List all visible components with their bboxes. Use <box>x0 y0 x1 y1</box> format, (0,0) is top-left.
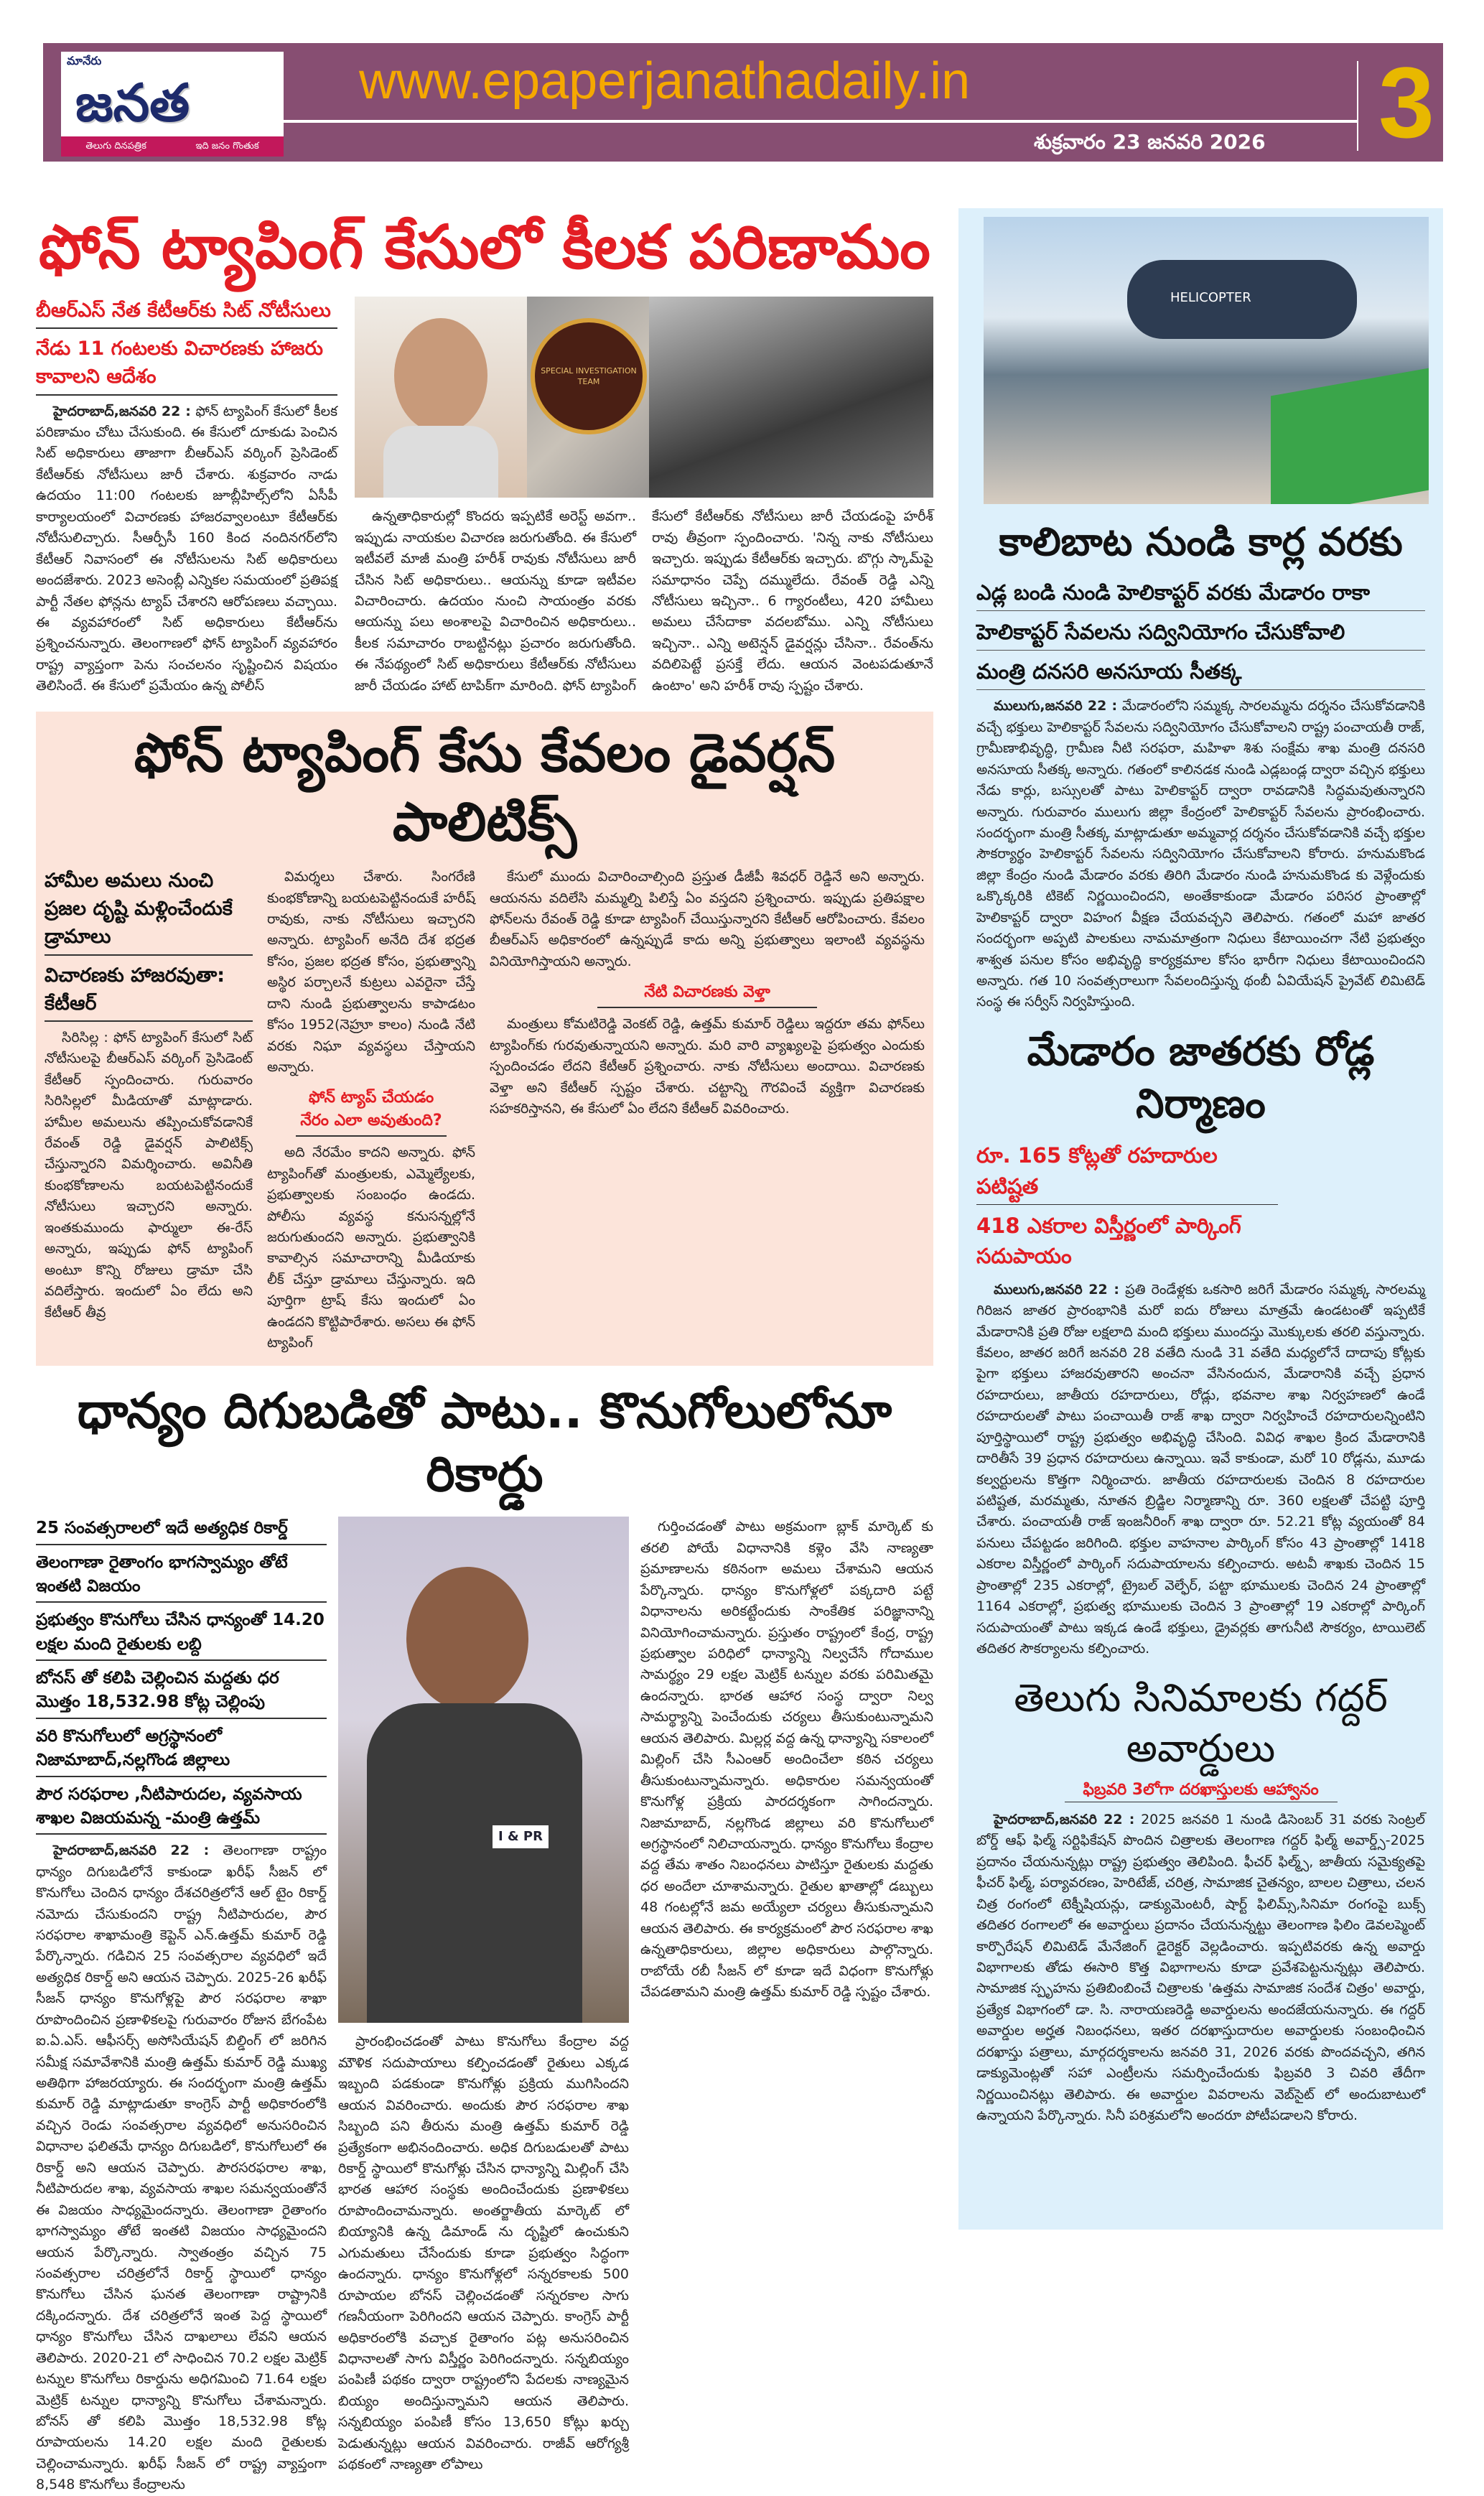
story6-body <box>976 1810 1425 2127</box>
sit-emblem <box>531 318 647 434</box>
dateline: హైదరాబాద్,జనవరి 22 : <box>53 1843 210 1859</box>
story5 <box>976 1026 1425 1660</box>
story3-subhead: పౌర సరఫరాల ,నీటిపారుదల, వ్యవసాయ శాఖల విజయమన్న -మంత్రి ఉత్తమ్ <box>36 1783 327 1835</box>
story5-subhead: రూ. 165 కోట్లతో రహదారుల పటిష్టత <box>976 1140 1278 1204</box>
story3-subhead: తెలంగాణా రైతాంగం భాగస్వామ్యం తోటే ఇంతటి విజయం <box>36 1551 327 1603</box>
story3-left <box>36 1517 327 2495</box>
story3-mid-col <box>338 1517 629 2475</box>
story2-lead-text: సిరిసిల్ల : ఫోన్ ట్యాపింగ్ కేసులో సిట్ నోటీసులపై బీఆర్ఎస్ వర్కింగ్ ప్రెసిడెంట్ కేటీఆర్ స్పందించారు. గురువారం సిరిసిల్లలో మీడియాతో మాట్లాడారు. హామీల అమలును తప్పించుకోవడానికే రేవంత్ రెడ్డి డైవర్షన్ పాలిటిక్స్ చేస్తున్నారని విమర్శించారు. అవినీతి కుంభకోణాలను బయటపెట్టినందుకే నోటీసులు ఇచ్చారని అన్నారు. ఇంతకుముందు ఫార్ములా ఈ-రేస్ అన్నారు, ఇప్పుడు ఫోన్ ట్యాపింగ్ అంటూ కొన్ని రోజులు డ్రామా చేసి వదిలేస్తారు. ఇందులో ఏం లేదు అని కేటీఆర్ తీవ్ర <box>45 1029 253 1321</box>
story5-body <box>976 1280 1425 1660</box>
story5-headline[interactable]: మేడారం జాతరకు రోడ్ల నిర్మాణం <box>1027 1028 1375 1127</box>
left-main-column <box>36 208 933 2496</box>
story5-body-text: ప్రతి రెండేళ్లకు ఒకసారి జరిగే మేడారం సమ్మక్క సారలమ్మ గిరిజన జాతర ప్రారంభానికి మరో ఐదు రోజులు మాత్రమే ఉండటంతో ఇప్పటికే మేడారానికి ప్రతి రోజు లక్షలాది మంది భక్తులు ముందస్తు మొక్కులకు తరలి వస్తున్నారు. కేవలం, జాతర జరిగే జనవరి 28 వతేది నుండి 31 వతేది మధ్యలోనే దాదాపు కోట్లకు పైగా భక్తులు హాజరవుతారని అంచనా వేసినందున, మేడారానికి వచ్చే ప్రధాన రహదారులు, జాతీయ రహదారులు, రోడ్లు, భవనాల శాఖ నిర్వహణలో ఉండే రహదారులతో పాటు పంచాయితీ రాజ్ శాఖ ద్వారా నిర్వహించే రహదారులన్నింటిని పూర్తిస్థాయిలో రాష్ట్ర ప్రభుత్వం అభివృద్ధి చేసింది. వివిధ శాఖల క్రింద మేడారానికి దారితీసే 39 ప్రధాన రహదారులు ఉన్నాయి. ఇవే కాకుండా, మరో 10 రోడ్లను, మూడు కల్వర్టులను కొత్తగా నిర్మించారు. జాతీయ రహదారులకు చెందిన 8 రహదారుల పటిష్టత, మరమ్మతు, నూతన బ్రిడ్జిల నిర్మాణాన్ని రూ. 360 లక్షలతో చేపట్టి పూర్తి చేశారు. పంచాయతీ రాజ్ ఇంజనీరింగ్ శాఖ ద్వారా రూ. 52.21 కోట్ల వ్యయంతో 84 పనులు చేపట్టడం జరిగింది. భక్తుల వాహనాల పార్కింగ్ కోసం 43 ప్రాంతాల్లో 1418 ఎకరాల విస్తీర్ణంలో పార్కింగ్ సదుపాయాలను కల్పించారు. అటవీ శాఖకు చెందిన 15 ప్రాంతాల్లో 235 ఎకరాల్లో, ట్రైబల్ వెల్ఫేర్, పట్టా భూములకు చెందిన 24 ప్రాంతాల్లో 1164 ఎకరాల్లో, ప్రభుత్వ భూములకు చెందిన 3 ప్రాంతాల్లో 19 ఎకరాల్లో పార్కింగ్ సదుపాయంతో పాటు ఇక్కడ ఉండే భక్తులు, డ్రైవర్లకు తాగునీటి సౌకర్యం, టాయిలెట్ తదితర సౌకర్యాలను కల్పించారు. <box>976 1281 1425 1657</box>
helicopter-photo <box>984 217 1429 504</box>
issue-date: శుక్రవారం 23 జనవరి 2026 <box>1034 130 1266 154</box>
story3-text: గుర్తించడంతో పాటు అక్రమంగా బ్లాక్ మార్కెట్ కు తరలి పోయే విధానానికి కళ్లెం వేసి నాణ్యతా ప్రమాణాలను కఠినంగా అమలు చేశామని ఆయన పేర్కొన్నారు. ధాన్యం కొనుగోళ్లలో పక్కదారి పట్టే విధానాలను అరికట్టేందుకు సాంకేతిక పరిజ్ఞానాన్ని వినియోగించామన్నారు. ప్రస్తుతం రాష్ట్రంలో కేంద్ర, రాష్ట్ర ప్రభుత్వాల పరిధిలో ధాన్యాన్ని నిల్వచేసే గోదాముల సామర్థ్యం 29 లక్షల మెట్రిక్ టన్నుల వరకు పరిమితమై ఉందన్నారు. భారత ఆహార సంస్థ ద్వారా నిల్వ సామర్థ్యాన్ని పెంచేందుకు చర్యలు తీసుకుంటున్నామని ఆయన తెలిపారు. మిల్లర్ల వద్ద ఉన్న ధాన్యాన్ని సకాలంలో మిల్లింగ్ చేసి సీఎంఆర్ అందించేలా కఠిన చర్యలు తీసుకుంటున్నామన్నారు. అధికారుల సమన్వయంతో కొనుగోళ్ల ప్రక్రియ పారదర్శకంగా సాగిందన్నారు. నిజామాబాద్, నల్లగొండ జిల్లాలు వరి కొనుగోలులో అగ్రస్థానంలో నిలిచాయన్నారు. ధాన్యం కొనుగోలు కేంద్రాల వద్ద తేమ శాతం నిబంధనలు పాటిస్తూ రైతులకు మద్దతు ధర అందేలా చూశామన్నారు. రైతుల ఖాతాల్లో డబ్బులు 48 గంటల్లోనే జమ అయ్యేలా చర్యలు తీసుకున్నామని ఆయన తెలిపారు. ఈ కార్యక్రమంలో పౌర సరఫరాల శాఖ ఉన్నతాధికారులు, జిల్లాల అధికారులు పాల్గొన్నారు. రాబోయే రబీ సీజన్ లో కూడా ఇదే విధంగా కొనుగోళ్లు చేపడతామని మంత్రి ఉత్తమ్ కుమార్ రెడ్డి స్పష్టం చేశారు. <box>640 1519 933 2001</box>
green-flag <box>1271 368 1429 504</box>
story4-body <box>976 696 1425 1013</box>
helicopter-label: HELICOPTER <box>1170 290 1251 305</box>
story2-inner-heading: ఫోన్ ట్యాప్ చేయడం నేరం ఎలా అవుతుంది? <box>296 1084 447 1137</box>
story5-subhead: 418 ఎకరాల విస్తీర్ణంలో పార్కింగ్ సదుపాయం <box>976 1213 1241 1268</box>
story3-right <box>640 1517 933 2003</box>
newspaper-logo[interactable] <box>61 52 284 157</box>
story3-headline[interactable]: ధాన్యం దిగుబడితో పాటు.. కొనుగోలులోనూ రికార్డు <box>77 1382 892 1504</box>
story3-text: ప్రారంభించడంతో పాటు కొనుగోలు కేంద్రాల వద్ద మౌళిక సదుపాయాలు కల్పించడంతో రైతులు ఎక్కడ ఇబ్బంది పడకుండా కొనుగోళ్లు ప్రక్రియ ముగిసిందని ఆయన వివరించారు. అందుకు పౌర సరఫరాల శాఖ సిబ్బంది పని తీరును మంత్రి ఉత్తమ్ కుమార్ రెడ్డి ప్రత్యేకంగా అభినందించారు. అధిక దిగుబడులతో పాటు రికార్డ్ స్థాయిలో కొనుగోళ్లు చేసిన ధాన్యాన్ని మిల్లింగ్ చేసి భారత ఆహార సంస్థకు అందించేందుకు ప్రణాళికలు రూపొందించామన్నారు. అంతర్జాతీయ మార్కెట్ లో బియ్యానికి ఉన్న డిమాండ్ ను దృష్టిలో ఉంచుకుని ఎగుమతులు చేసేందుకు కూడా ప్రభుత్వం సిద్ధంగా ఉందన్నారు. ధాన్యం కొనుగోళ్లలో సన్నరకాలకు 500 రూపాయల బోనస్ చెల్లించడంతో సన్నరకాల సాగు గణనీయంగా పెరిగిందని ఆయన చెప్పారు. కాంగ్రెస్ పార్టీ అధికారంలోకి వచ్చాక రైతాంగం పట్ల అనుసరించిన విధానాలతో సాగు విస్తీర్ణం పెరిగిందన్నారు. సన్నబియ్యం పంపిణీ పథకం ద్వారా రాష్ట్రంలోని పేదలకు నాణ్యమైన బియ్యం అందిస్తున్నామని ఆయన తెలిపారు. సన్నబియ్యం పంపిణీ కోసం 13,650 కోట్లు ఖర్చు పెడుతున్నట్లు ఆయన వివరించారు. రాజీవ్ ఆరోగ్యశ్రీ పథకంలో నాణ్యతా లోపాలు <box>338 2034 629 2473</box>
story2-text: విమర్శలు చేశారు. సింగరేణి కుంభకోణాన్ని బయటపెట్టినందుకే హరీష్ రావుకు, నాకు నోటీసులు ఇచ్చారని అన్నారు. ట్యాపింగ్ అనేది దేశ భద్రత కోసం, ప్రజల భద్రత కోసం, ప్రభుత్వాన్ని అస్థిర పర్చాలనే కుట్రలు ఎవరైనా చేస్తే దాని నుండి ప్రభుత్వాలను కాపాడటం కోసం 1952(నెహ్రూ కాలం) నుండి నేటి వరకు నిఘా వ్యవస్థలు చేస్తాయని అన్నారు. <box>267 869 475 1076</box>
story2-col1 <box>45 867 253 1323</box>
story2-text: కేసులో ముందు విచారించాల్సింది ప్రస్తుత డీజీపీ శివధర్ రెడ్డినే అని అన్నారు. ఆయనను వదిలేసి మమ్మల్ని పిలిస్తే ఏం వస్తదని ప్రశ్నించారు. ఇప్పుడు ప్రతిపక్షాల ఫోన్‌లను రేవంత్ రెడ్డి కూడా ట్యాపింగ్ చేయిస్తున్నారని కేటీఆర్ ఆరోపించారు. కేవలం బీఆర్ఎస్ అధికారంలో ఉన్నప్పుడే కాదు అన్ని ప్రభుత్వాలు ఇలాంటి వ్యవస్థను వినియోగిస్తాయని అన్నారు. <box>490 869 925 969</box>
story6-subhead: ఫిబ్రవరి 3లోగా దరఖాస్తులకు ఆహ్వానం <box>1065 1778 1338 1802</box>
page-number: 3 <box>1378 46 1434 159</box>
story1-subhead: బీఆర్ఎస్ నేత కేటీఆర్‌కు సిట్ నోటీసులు <box>36 297 337 329</box>
story1-subhead: నేడు 11 గంటలకు విచారణకు హాజరు కావాలని ఆదేశం <box>36 335 337 395</box>
story3-lead <box>36 1840 327 2496</box>
masthead <box>43 43 1443 162</box>
story4 <box>976 517 1425 1013</box>
logo-tag-left: తెలుగు దినపత్రిక <box>85 141 146 152</box>
story2-text: అది నేరమేం కాదని అన్నారు. ఫోన్ ట్యాపింగ్‌తో మంత్రులకు, ఎమ్మెల్యేలకు, ప్రభుత్వాలకు సంబంధం ఉండదు. పోలీసు వ్యవస్థ కనుసన్నల్లోనే జరుగుతుందని అన్నారు. ప్రభుత్వానికి కావాల్సిన సమాచారాన్ని మీడియాకు లీక్ చేస్తూ డ్రామాలు చేస్తున్నారు. ఇది పూర్తిగా ట్రాష్ కేసు ఇందులో ఏం ఉండదని కొట్టిపారేశారు. అసలు ఈ ఫోన్ ట్యాపింగ్ <box>267 1145 475 1351</box>
dateline: ములుగు,జనవరి 22 : <box>994 1281 1119 1298</box>
logo-small-text: మానేరు <box>67 54 102 67</box>
story1-photo <box>355 297 933 498</box>
story2-text: మంత్రులు కోమటిరెడ్డి వెంకట్ రెడ్డి, ఉత్తమ్ కుమార్ రెడ్డిలు ఇద్దరూ తమ ఫోన్‌లు ట్యాపింగ్‌కు గురవుతున్నాయని అన్నారు. మరి వారి వ్యాఖ్యలపై ప్రభుత్వం ఎందుకు స్పందించడం లేదని కేటీఆర్ ప్రశ్నించారు. నాకు నోటీసులు అందాయి. విచారణకు వెళ్తా అని కేటీఆర్ స్పష్టం చేశారు. చట్టాన్ని గౌరవించే వ్యక్తిగా విచారణకు సహకరిస్తానని, ఈ కేసులో ఏం లేదని కేటీఆర్ వివరించారు. <box>490 1016 925 1117</box>
story3-subhead: బోనస్ తో కలిపి చెల్లించిన మద్దతు ధర మొత్తం 18,532.98 కోట్ల చెల్లింపు <box>36 1667 327 1719</box>
story4-subhead: ఎడ్ల బండి నుండి హెలికాప్టర్ వరకు మేడారం రాకా <box>976 577 1425 611</box>
sit-emblem-text: SPECIAL INVESTIGATION TEAM <box>541 365 637 387</box>
story3-subhead: ప్రభుత్వం కొనుగోలు చేసిన ధాన్యంతో 14.20 లక్షల మంది రైతులకు లబ్ది <box>36 1608 327 1661</box>
story1-lead-text: ఫోన్ ట్యాపింగ్ కేసులో కీలక పరిణామం చోటు చేసుకుంది. ఈ కేసులో దూకుడు పెంచిన సిట్ అధికారులు తాజాగా బీఆర్ఎస్ వర్కింగ్ ప్రెసిడెంట్ కేటీఆర్‌కు నోటీసులు జారీ చేశారు. శుక్రవారం నాడు ఉదయం 11:00 గంటలకు జూబ్లీహిల్స్‌లోని ఏసీపీ కార్యాలయంలో విచారణకు హాజరవ్వాలంటూ కేటీఆర్‌కు నోటీసులిచ్చారు. సీఆర్పీసీ 160 కింద నందినగర్‌లోని కేటీఆర్ నివాసంలో ఈ నోటీసులను సిట్ అధికారులు అందజేశారు. 2023 అసెంబ్లీ ఎన్నికల సమయంలో ప్రతిపక్ష పార్టీ నేతల ఫోన్లను ట్యాప్ చేశారని ఆరోపణలు వచ్చాయి. ఈ వ్యవహారంలో సిట్ అధికారులు కేటీఆర్‌ను ప్రశ్నించనున్నారు. తెలంగాణలో ఫోన్ ట్యాపింగ్ వ్యవహారం రాష్ట్ర వ్యాప్తంగా పెను సంచలనం సృష్టించిన విషయం తెలిసిందే. ఈ కేసులో ప్రమేయం ఉన్న పోలీస్ <box>36 403 337 694</box>
story3-subhead: 25 సంవత్సరాలలో ఇదే అత్యధిక రికార్డ్ <box>36 1517 327 1545</box>
ktr-portrait <box>355 297 527 498</box>
story2-subhead: హామీల అమలు నుంచి ప్రజల దృష్టి మళ్లించేందుకే డ్రామాలు <box>45 867 253 955</box>
story2-box <box>36 712 933 1366</box>
minister-photo <box>338 1517 629 2023</box>
tapping-photo <box>649 297 933 498</box>
dateline: ములుగు,జనవరి 22 : <box>994 698 1118 714</box>
story6-headline[interactable]: తెలుగు సినిమాలకు గద్దర్ అవార్డులు <box>1014 1675 1388 1771</box>
story1-lead <box>36 401 337 697</box>
dateline: హైదరాబాద్,జనవరి 22 : <box>53 403 191 419</box>
story2-lead <box>45 1028 253 1323</box>
logo-name: జనత <box>75 73 190 133</box>
story2-col3 <box>490 867 925 1119</box>
story4-subhead: హెలికాప్టర్ సేవలను సద్వినియోగం చేసుకోవాలి <box>976 617 1425 651</box>
story2-col2 <box>267 867 475 1354</box>
story4-body-text: మేడారంలోని సమ్మక్క సారలమ్మను దర్శనం చేసుకోవడానికి వచ్చే భక్తులు హెలికాప్టర్ సేవలను సద్వినియోగం చేసుకోవాలని రాష్ట్ర పంచాయతీ రాజ్, గ్రామీణాభివృద్ధి, గ్రామీణ నీటి సరఫరా, మహిళా శిశు సంక్షేమ శాఖ మంత్రి దనసరి అనసూయ సీతక్క అన్నారు. గతంలో కాలినడక నుండి ఎడ్లబండ్ల ద్వారా వచ్చిన భక్తులు నేడు కార్లు, బస్సులతో పాటు హెలికాప్టర్ ద్వారా రావడానికి సిద్ధమవుతున్నారని అన్నారు. గురువారం ములుగు జిల్లా కేంద్రంలో హెలికాప్టర్ సేవలను ప్రారంభించారు. సందర్భంగా మంత్రి సీతక్క మాట్లాడుతూ అమ్మవార్ల దర్శనం చేసుకోవడానికి వచ్చే భక్తుల సౌకర్యార్థం హెలికాప్టర్ సేవలను సద్వినియోగం చేసుకోవాలని కోరారు. హనుమకొండ జిల్లా కేంద్రం నుండి మేడారం వరకు తిరిగి మేడారం నుండి హనుమకొండ కు వెళ్లేందుకు ఒక్కొక్కరికి టికెట్ నిర్ణయించిందని, అంతేకాకుండా మేడారం పరిసర ప్రాంతాల్లో హెలికాప్టర్ ద్వారా విహంగ వీక్షణ చేయవచ్చని తెలిపారు. గతంలో మహా జాతర సందర్భంగా అప్పటి పాలకులు నామమాత్రంగా నిధులు కేటాయించగా నేటి ప్రభుత్వం శాశ్వత పనుల కోసం అభివృద్ధి కార్యక్రమాల కోసం భారీగా నిధులు కేటాయించిందని అన్నారు. గత 10 సంవత్సరాలుగా సేవలందిస్తున్న థంబీ ఏవియేషన్ ప్రైవేట్ లిమిటెడ్ సంస్థ ఈ సర్వీస్ నిర్వహిస్తుంది. <box>976 698 1425 1010</box>
story4-subhead: మంత్రి దనసరి అనసూయ సీతక్క <box>976 656 1425 690</box>
story3-lead-text: తెలంగాణా రాష్ట్రం ధాన్యం దిగుబడిలోనే కాకుండా ఖరీఫ్ సీజన్ లో కొనుగోలు చెందిన ధాన్యం దేశచరిత్రలోనే ఆల్ టైం రికార్డ్ నమోదు చేసుకుందని రాష్ట్ర నీటిపారుదల, పౌర సరఫరాల శాఖామంత్రి కెప్టెన్ ఎన్.ఉత్తమ్ కుమార్ రెడ్డి పేర్కొన్నారు. గడిచిన 25 సంవత్సరాల వ్యవధిలో ఇదే అత్యధిక రికార్డ్ అని ఆయన చెప్పారు. 2025-26 ఖరీఫ్ సీజన్ ధాన్యం కొనుగోళ్లపై పౌర సరఫరాల శాఖా రూపొందించిన ప్రణాళికలపై గురువారం రోజున బేగంపేట ఐ.ఏ.ఎస్. ఆఫీసర్స్ అసోసియేషన్ బిల్డింగ్ లో జరిగిన సమీక్ష సమావేశానికి మంత్రి ఉత్తమ్ కుమార్ రెడ్డి ముఖ్య అతిథిగా హాజరయ్యారు. ఈ సందర్భంగా మంత్రి ఉత్తమ్ కుమార్ రెడ్డి మాట్లాడుతూ కాంగ్రెస్ పార్టీ అధికారంలోకి వచ్చిన రెండు సంవత్సరాల వ్యవధిలో అనుసరించిన విధానాల ఫలితమే ధాన్యం దిగుబడిలో, కొనుగోలులో ఈ రికార్డ్ అని ఆయన చెప్పారు. పౌరసరఫరాల శాఖ, నీటిపారుదల శాఖ, వ్యవసాయ శాఖల సమన్వయంతోనే ఈ విజయం సాధ్యమైందన్నారు. తెలంగాణా రైతాంగం భాగస్వామ్యం తోటే ఇంతటి విజయం సాధ్యమైందని ఆయన పేర్కొన్నారు. స్వాతంత్రం వచ్చిన 75 సంవత్సరాల చరిత్రలోనే రికార్డ్ స్థాయిలో ధాన్యం కొనుగోలు చేసిన ఘనత తెలంగాణా రాష్ట్రానికి దక్కిందన్నారు. దేశ చరిత్రలోనే ఇంత పెద్ద స్థాయిలో ధాన్యం కొనుగోలు చేసిన దాఖలాలు లేవని ఆయన తెలిపారు. 2020-21 లో సాధించిన 70.2 లక్షల మెట్రిక్ టన్నుల కొనుగోలు రికార్డును అధిగమించి 71.64 లక్షల మెట్రిక్ టన్నుల ధాన్యాన్ని కొనుగోలు చేశామన్నారు. బోనస్ తో కలిపి మొత్తం 18,532.98 కోట్ల రూపాయలను 14.20 లక్షల మంది రైతులకు చెల్లించామన్నారు. ఖరీఫ్ సీజన్ లో రాష్ట్ర వ్యాప్తంగా 8,548 కొనుగోలు కేంద్రాలను <box>36 1843 327 2493</box>
story2-subhead: విచారణకు హాజరవుతా: కేటీఆర్ <box>45 961 253 1022</box>
logo-tag-right: ఇది జనం గొంతుక <box>195 141 259 152</box>
story1-body <box>355 506 933 697</box>
story6-body-text: 2025 జనవరి 1 నుండి డిసెంబర్ 31 వరకు సెంట్రల్ బోర్డ్ ఆఫ్ ఫిల్మ్ సర్టిఫికేషన్ పొందిన చిత్రాలకు తెలంగాణ గద్దర్ ఫిల్మ్ అవార్డ్స్-2025 ప్రదానం చేయనున్నట్లు రాష్ట్ర ప్రభుత్వం తెలిపింది. ఫీచర్ ఫిల్మ్స్, జాతీయ సమైక్యతపై ఫీచర్ ఫిల్మ్, పర్యావరణం, హెరిటేజ్, చరిత్ర, సామాజిక చైతన్యం, బాలల చిత్రాలు, చలన చిత్ర రంగంలో టెక్నీషియన్లు, డాక్యుమెంటరీ, షార్ట్ ఫిలిమ్స్,సినిమా రంగంపై బుక్స్ తదితర రంగాలలో ఈ అవార్డులు ప్రదానం చేయనున్నట్టు తెలంగాణ ఫిలిం డెవలప్మెంట్ కార్పొరేషన్ లిమిటెడ్ మేనేజింగ్ డైరెక్టర్ వెల్లడించారు. ఇప్పటివరకు ఉన్న అవార్డు విభాగాలకు తోడు ఈసారి కొత్త విభాగాలను కూడా ప్రవేశపెట్టనున్నట్లు తెలిపారు. సామాజిక స్పృహను ప్రతిబింబించే చిత్రాలకు 'ఉత్తమ సామాజిక సందేశ చిత్రం' అవార్డు, ప్రత్యేక విభాగంలో డా. సి. నారాయణరెడ్డి అవార్డులను అందజేయనున్నారు. ఈ గద్దర్ అవార్డుల అర్హత నిబంధనలు, ఇతర దరఖాస్తుదారుల అవార్డులకు సంబంధించిన దరఖాస్తు పత్రాలు, మార్గదర్శకాలను జనవరి 31, 2026 వరకు పొందవచ్చని, తగిన డాక్యుమెంట్లతో సహా ఎంట్రీలను సమర్పించేందుకు ఫిబ్రవరి 3 చివరి తేదీగా నిర్ణయించినట్లు తెలిపారు. ఈ అవార్డుల వివరాలను వెబ్‌సైట్ లో అందుబాటులో ఉన్నాయని పేర్కొన్నారు. సినీ పరిశ్రమలోని అందరూ పోటీపడాలని కోరారు. <box>976 1811 1425 2124</box>
story1-headline[interactable]: ఫోన్ ట్యాపింగ్ కేసులో కీలక పరిణామం <box>39 212 930 282</box>
header-divider <box>284 120 1357 123</box>
ipr-badge: I & PR <box>493 1825 549 1848</box>
story6 <box>976 1673 1425 2127</box>
story4-headline[interactable]: కాలిబాట నుండి కార్ల వరకు <box>999 519 1403 564</box>
story2-headline[interactable]: ఫోన్ ట్యాపింగ్ కేసు కేవలం డైవర్షన్ పాలిటిక్స్ <box>134 722 836 853</box>
story3-mid <box>338 2031 629 2475</box>
story1-right <box>355 297 933 697</box>
dateline: హైదరాబాద్,జనవరి 22 : <box>994 1811 1135 1827</box>
website-url[interactable]: www.epaperjanathadaily.in <box>359 52 971 110</box>
story1-body-text: ఉన్నతాధికారుల్లో కొందరు ఇప్పటికే అరెస్ట్ అవగా.. ఇప్పుడు నాయకుల విచారణ జరుగుతోంది. ఈ కేసులో ఇటీవలే మాజీ మంత్రి హరీశ్ రావుకు నోటీసులు జారీ చేసిన సిట్ అధికారులు.. ఆయన్ను కూడా ఇటీవల విచారించారు. ఉదయం నుంచి సాయంత్రం వరకు ఆయన్ను పలు అంశాలపై విచారించిన అధికారులు.. కీలక సమాచారం రాబట్టినట్లు ప్రచారం జరుగుతోంది. ఈ నేపథ్యంలో సిట్ అధికారులు కేటీఆర్‌కు నోటీసులు జారీ చేయడం హాట్ టాపిక్‌గా మారింది. ఫోన్ ట్యాపింగ్ కేసులో కేటీఆర్‌కు నోటీసులు జారీ చేయడంపై హరీశ్ రావు తీవ్రంగా స్పందించారు. 'నిన్న నాకు నోటీసులు ఇచ్చారు. ఇప్పుడు కేటీఆర్‌కు ఇచ్చారు. బొగ్గు స్కామ్‌పై సమాధానం చెప్పే దమ్ములేదు. రేవంత్ రెడ్డి ఎన్ని నోటీసులు ఇచ్చినా.. 6 గ్యారంటీలు, 420 హామీలు అమలు చేసేదాకా వదలబోము. ఎన్ని నోటీసులు ఇచ్చినా.. ఎన్ని అటెన్షన్ డైవర్షన్లు చేసినా.. రేవంత్‌ను వదిలిపెట్టే ప్రసక్తే లేదు. ఆయన వెంటపడుతూనే ఉంటాం' అని హరీశ్ రావు స్పష్టం చేశారు. <box>355 508 933 694</box>
header-vertical-divider <box>1357 61 1358 151</box>
story1 <box>36 208 933 697</box>
story1-left <box>36 297 337 697</box>
logo-tagline <box>61 136 284 157</box>
story2-inner-heading: నేటి విచారణకు వెళ్తా <box>597 978 817 1008</box>
right-column-box <box>958 208 1443 2230</box>
story3-subhead: వరి కొనుగోలులో అగ్రస్థానంలో నిజామాబాద్,నల్లగొండ జిల్లాలు <box>36 1725 327 1777</box>
story3 <box>36 1380 933 2496</box>
